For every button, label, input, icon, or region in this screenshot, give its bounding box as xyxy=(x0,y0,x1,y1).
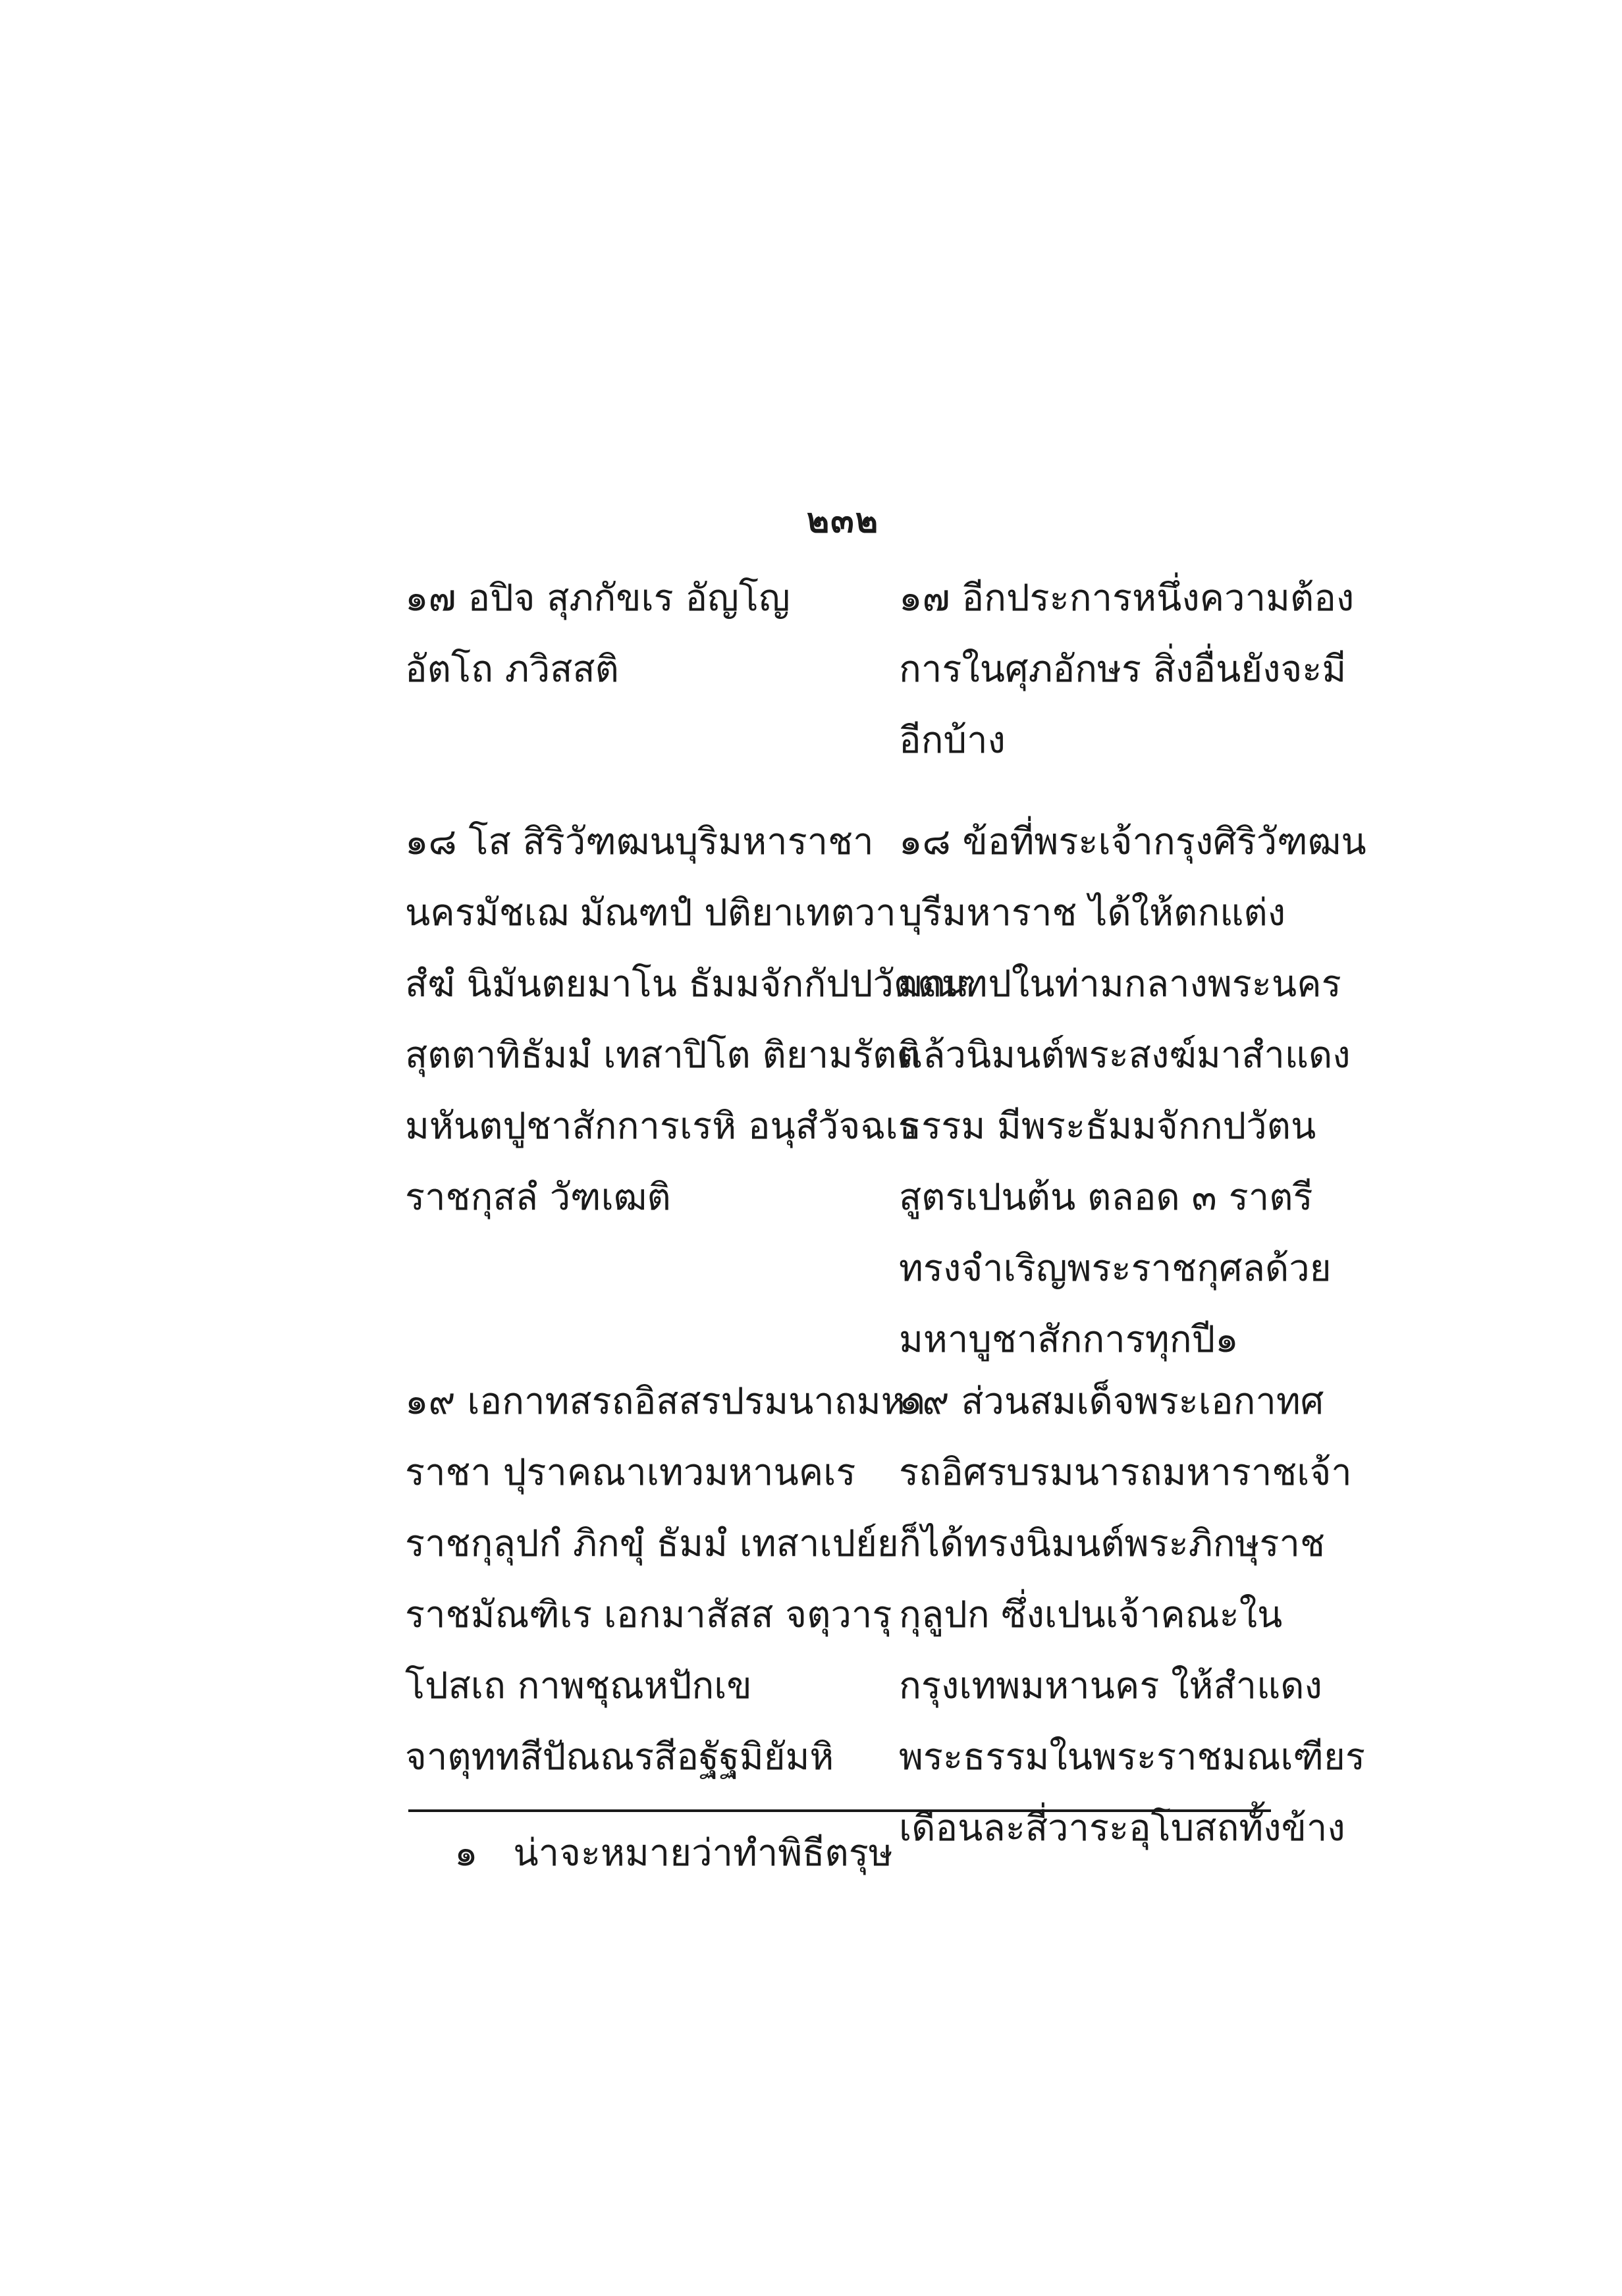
thai-line: ๑๘ ข้อที่พระเจ้ากรุงศิริวัฑฒน xyxy=(899,820,1366,863)
pali-paragraph xyxy=(405,807,967,1233)
thai-line: ก็ได้ทรงนิมนต์พระภิกษุราช xyxy=(899,1522,1325,1565)
pali-line: ราชกุสลํ วัฑเฒติ xyxy=(405,1176,671,1219)
thai-line: การในศุภอักษร สิ่งอื่นยังจะมี xyxy=(899,648,1347,691)
pali-line: สํฆํ นิมันตยมาโน ธัมมจักกัปปวัตตน xyxy=(405,963,967,1005)
pali-line: นครมัชเฌ มัณฑปํ ปติยาเทตวา xyxy=(405,892,896,934)
pali-paragraph xyxy=(405,1366,927,1793)
thai-line: อีกบ้าง xyxy=(899,719,1006,762)
pali-paragraph xyxy=(405,563,853,705)
thai-line: บุรีมหาราช ได้ให้ตกแต่ง xyxy=(899,892,1286,934)
pali-line: ราชมัณฑิเร เอกมาสัสส จตุวารุ xyxy=(405,1593,892,1636)
thai-line: มหาบูชาสักการทุกปี๑ xyxy=(899,1318,1239,1361)
thai-line: สูตรเปนต้น ตลอด ๓ ราตรี xyxy=(899,1176,1313,1219)
thai-line: ทรงจำเริญพระราชกุศลด้วย xyxy=(899,1247,1332,1290)
pali-line: สุตตาทิธัมมํ เทสาปิโต ติยามรัตติ xyxy=(405,1034,921,1077)
thai-line: พระธรรมในพระราชมณเฑียร xyxy=(899,1736,1365,1778)
footnote xyxy=(454,1824,893,1883)
thai-line: กรุงเทพมหานคร ให้สำแดง xyxy=(899,1665,1322,1707)
thai-line: กุลูปก ซึ่งเปนเจ้าคณะใน xyxy=(899,1593,1283,1636)
pali-line: อัตโถ ภวิสสติ xyxy=(405,648,619,691)
thai-line: แล้วนิมนต์พระสงฆ์มาสำแดง xyxy=(899,1034,1351,1077)
pali-line: โปสเถ กาพชุณหปักเข xyxy=(405,1665,752,1707)
pali-line: ราชกุลุปกํ ภิกขุํ ธัมมํ เทสาเปย์ย xyxy=(405,1522,899,1565)
footnote-divider xyxy=(408,1809,1271,1812)
thai-line: ธรรม มีพระธัมมจักกปวัตน xyxy=(899,1105,1316,1148)
pali-line: ๑๙ เอกาทสรถอิสสรปรมนาถมหา xyxy=(405,1380,927,1423)
pali-line: ราชา ปุราคณาเทวมหานคเร xyxy=(405,1451,856,1494)
thai-line: รถอิศรบรมนารถมหาราชเจ้า xyxy=(899,1451,1352,1494)
pali-line: มหันตปูชาสักการเรหิ อนุสํวัจฉเร xyxy=(405,1105,918,1148)
thai-paragraph xyxy=(899,563,1355,776)
pali-line: ๑๗ อปิจ สุภกัขเร อัญโญ xyxy=(405,577,790,620)
thai-paragraph xyxy=(899,807,1366,1375)
pali-line: ๑๘ โส สิริวัฑฒนบุริมหาราชา xyxy=(405,820,874,863)
thai-paragraph xyxy=(899,1366,1365,1864)
pali-line: จาตุททสีปัณณรสีอฐัฐมิยัมหิ xyxy=(405,1736,834,1778)
thai-line: มณฑปในท่ามกลางพระนคร xyxy=(899,963,1341,1005)
thai-line: ๑๙ ส่วนสมเด็จพระเอกาทศ xyxy=(899,1380,1324,1423)
thai-line: เดือนละสี่วาระอุโบสถทั้งข้าง xyxy=(899,1807,1345,1850)
footnote-text: น่าจะหมายว่าทำพิธีตรุษ xyxy=(513,1832,893,1875)
thai-line: ๑๗ อีกประการหนึ่งความต้อง xyxy=(899,577,1355,620)
page-number: ๒๓๒ xyxy=(807,500,880,541)
footnote-marker: ๑ xyxy=(454,1832,478,1875)
